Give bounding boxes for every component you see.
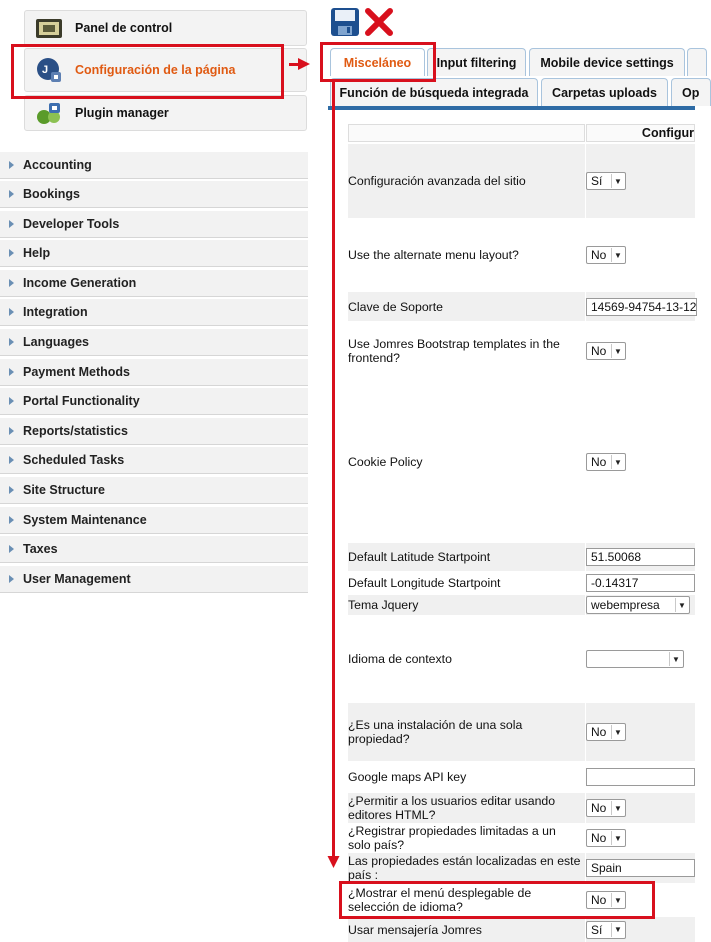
setting-dropdown[interactable]	[586, 723, 626, 741]
sidebar-item-label: Taxes	[23, 542, 58, 556]
setting-input[interactable]	[586, 548, 695, 566]
expand-arrow-icon	[9, 516, 14, 524]
setting-value: No	[591, 344, 607, 358]
setting-dropdown[interactable]	[586, 829, 626, 847]
table-row	[348, 793, 695, 823]
setting-control-cell	[586, 917, 695, 942]
chevron-down-icon: ▼	[611, 923, 624, 937]
chevron-down-icon: ▼	[669, 652, 682, 666]
setting-label: ¿Registrar propiedades limitadas a un solo país?	[348, 824, 556, 852]
setting-control-cell	[586, 823, 695, 853]
sidebar-item-label: Portal Functionality	[23, 394, 140, 408]
svg-text:J: J	[42, 64, 49, 76]
setting-label: Google maps API key	[348, 770, 467, 784]
tab-miscellaneous[interactable]: Misceláneo	[330, 48, 425, 76]
arrow-head-down	[327, 856, 340, 868]
chevron-down-icon: ▼	[611, 893, 624, 907]
chevron-down-icon: ▼	[611, 831, 624, 845]
setting-dropdown[interactable]	[586, 246, 626, 264]
table-row	[348, 218, 695, 292]
setting-control-cell	[586, 292, 695, 321]
expand-arrow-icon	[9, 427, 14, 435]
chevron-down-icon: ▼	[611, 455, 624, 469]
control-panel-icon	[35, 15, 63, 41]
sidebar-item[interactable]	[0, 210, 308, 238]
setting-control-cell	[586, 218, 695, 292]
setting-control-cell	[586, 381, 695, 543]
table-row	[348, 615, 695, 703]
setting-value: webempresa	[591, 598, 660, 612]
setting-value: No	[591, 455, 607, 469]
setting-dropdown[interactable]	[586, 342, 626, 360]
setting-dropdown[interactable]	[586, 650, 684, 668]
table-row	[348, 917, 695, 942]
sidebar-item-label: Bookings	[23, 187, 80, 201]
setting-value: Sí	[591, 922, 603, 937]
sidebar-item[interactable]	[0, 506, 308, 534]
setting-input[interactable]	[586, 298, 697, 316]
setting-value: No	[591, 248, 607, 262]
table-row	[348, 853, 695, 883]
menu-item-control-panel[interactable]	[24, 10, 307, 46]
tab-underline	[328, 106, 695, 110]
sidebar-item-label: Integration	[23, 305, 88, 319]
expand-arrow-icon	[9, 338, 14, 346]
setting-dropdown[interactable]	[586, 799, 626, 817]
table-row	[348, 543, 695, 571]
sidebar-item[interactable]	[0, 565, 308, 593]
expand-arrow-icon	[9, 249, 14, 257]
tab-partial[interactable]	[687, 48, 707, 76]
sidebar-item-label: Income Generation	[23, 276, 137, 290]
setting-dropdown[interactable]	[586, 453, 626, 471]
setting-label: ¿Mostrar el menú desplegable de selección de idioma?	[348, 886, 532, 914]
setting-control-cell	[586, 571, 695, 595]
table-row	[348, 571, 695, 595]
sidebar-item[interactable]	[0, 328, 308, 356]
setting-label: Idioma de contexto	[348, 652, 452, 666]
setting-control-cell	[586, 703, 695, 761]
setting-label: Default Longitude Startpoint	[348, 576, 501, 590]
setting-label: Cookie Policy	[348, 455, 423, 469]
expand-arrow-icon	[9, 486, 14, 494]
chevron-down-icon: ▼	[675, 598, 688, 612]
setting-label: Clave de Soporte	[348, 292, 585, 321]
sidebar-item-label: Languages	[23, 335, 89, 349]
expand-arrow-icon	[9, 308, 14, 316]
setting-label: Configuración avanzada del sitio	[348, 144, 585, 218]
sidebar-item-label: System Maintenance	[23, 513, 147, 527]
table-row	[348, 823, 695, 853]
setting-value: 14569-94754-13-12	[591, 299, 697, 314]
sidebar-item[interactable]	[0, 239, 308, 267]
setting-control-cell	[586, 761, 695, 793]
expand-arrow-icon	[9, 545, 14, 553]
sidebar-item-label: Developer Tools	[23, 217, 120, 231]
setting-input[interactable]	[586, 768, 695, 786]
tab-input-filtering[interactable]: Input filtering	[427, 48, 526, 76]
table-row	[348, 703, 695, 761]
expand-arrow-icon	[9, 279, 14, 287]
sidebar-item-label: Scheduled Tasks	[23, 453, 125, 467]
setting-value: 51.50068	[591, 550, 642, 564]
setting-value: No	[591, 893, 607, 907]
setting-control-cell	[586, 543, 695, 571]
setting-dropdown[interactable]	[586, 172, 626, 190]
expand-arrow-icon	[9, 575, 14, 583]
sidebar-item[interactable]	[0, 180, 308, 208]
sidebar-item-label: Site Structure	[23, 483, 105, 497]
sidebar-item[interactable]	[0, 535, 308, 563]
menu-label: Panel de control	[75, 21, 173, 35]
setting-label: Tema Jquery	[348, 595, 585, 615]
setting-control-cell	[586, 793, 695, 823]
table-header-label: Configur	[641, 126, 694, 140]
highlight-misc-tab	[320, 42, 436, 82]
setting-value: Sí	[591, 174, 603, 188]
setting-value: No	[591, 831, 607, 845]
expand-arrow-icon	[9, 190, 14, 198]
menu-label: Configuración de la página	[75, 63, 236, 77]
arrow-head-right	[298, 58, 310, 70]
setting-input[interactable]	[586, 859, 695, 877]
expand-arrow-icon	[9, 397, 14, 405]
setting-control-cell	[586, 144, 695, 218]
menu-label: Plugin manager	[75, 106, 169, 120]
save-icon[interactable]	[330, 7, 360, 37]
sidebar-item-label: Reports/statistics	[23, 424, 128, 438]
setting-label: Use the alternate menu layout?	[348, 248, 519, 262]
setting-label: Usar mensajería Jomres	[348, 917, 585, 942]
highlight-site-config	[11, 44, 284, 99]
sidebar-item[interactable]	[0, 387, 308, 415]
table-row	[348, 761, 695, 793]
sidebar-item-label: Help	[23, 246, 51, 260]
table-row	[348, 144, 695, 218]
setting-input[interactable]	[586, 574, 695, 592]
table-row	[348, 321, 695, 381]
setting-dropdown[interactable]	[586, 596, 690, 614]
setting-label: ¿Es una instalación de una sola propiedad?	[348, 703, 585, 761]
sidebar-item-label: User Management	[23, 572, 131, 586]
setting-control-cell	[586, 321, 695, 381]
sidebar-item-label: Accounting	[23, 158, 92, 172]
table-row	[348, 381, 695, 543]
setting-label: ¿Permitir a los usuarios editar usando editores HTML?	[348, 793, 585, 823]
setting-value: -0.14317	[591, 576, 639, 590]
setting-dropdown[interactable]	[586, 921, 626, 939]
menu-item-plugin-manager[interactable]	[24, 95, 307, 131]
setting-value: No	[591, 725, 607, 739]
setting-label: Default Latitude Startpoint	[348, 543, 585, 571]
tab-mobile-device-settings[interactable]: Mobile device settings	[529, 48, 685, 76]
chevron-down-icon: ▼	[611, 344, 624, 358]
expand-arrow-icon	[9, 456, 14, 464]
chevron-down-icon: ▼	[611, 725, 624, 739]
table-row	[348, 292, 695, 321]
setting-label: Use Jomres Bootstrap templates in the frontend?	[348, 337, 560, 365]
setting-label: Las propiedades están localizadas en este país :	[348, 853, 585, 883]
sidebar-item[interactable]	[0, 151, 308, 179]
chevron-down-icon: ▼	[611, 801, 624, 815]
setting-value: No	[591, 801, 607, 815]
cancel-icon[interactable]	[364, 6, 394, 38]
setting-value: Spain	[591, 861, 622, 875]
tab-upload-folders[interactable]: Carpetas uploads	[541, 78, 668, 106]
tab-integrated-search[interactable]: Función de búsqueda integrada	[330, 78, 538, 106]
setting-control-cell	[586, 853, 695, 883]
sidebar-item-label: Payment Methods	[23, 365, 130, 379]
table-row	[348, 595, 695, 615]
setting-control-cell	[586, 595, 695, 615]
arrow-line-v	[332, 82, 335, 858]
sidebar-item[interactable]	[0, 476, 308, 504]
chevron-down-icon: ▼	[611, 174, 624, 188]
expand-arrow-icon	[9, 368, 14, 376]
highlight-language-dropdown	[339, 881, 655, 919]
tab-options[interactable]: Op	[671, 78, 711, 106]
sidebar-item[interactable]	[0, 269, 308, 297]
sidebar-item[interactable]	[0, 446, 308, 474]
chevron-down-icon: ▼	[611, 248, 624, 262]
setting-control-cell	[586, 615, 695, 703]
table-header-row	[348, 124, 695, 142]
sidebar-item[interactable]	[0, 417, 308, 445]
expand-arrow-icon	[9, 220, 14, 228]
expand-arrow-icon	[9, 161, 14, 169]
sidebar-item[interactable]	[0, 298, 308, 326]
sidebar-item[interactable]	[0, 358, 308, 386]
plugin-icon	[35, 100, 63, 126]
